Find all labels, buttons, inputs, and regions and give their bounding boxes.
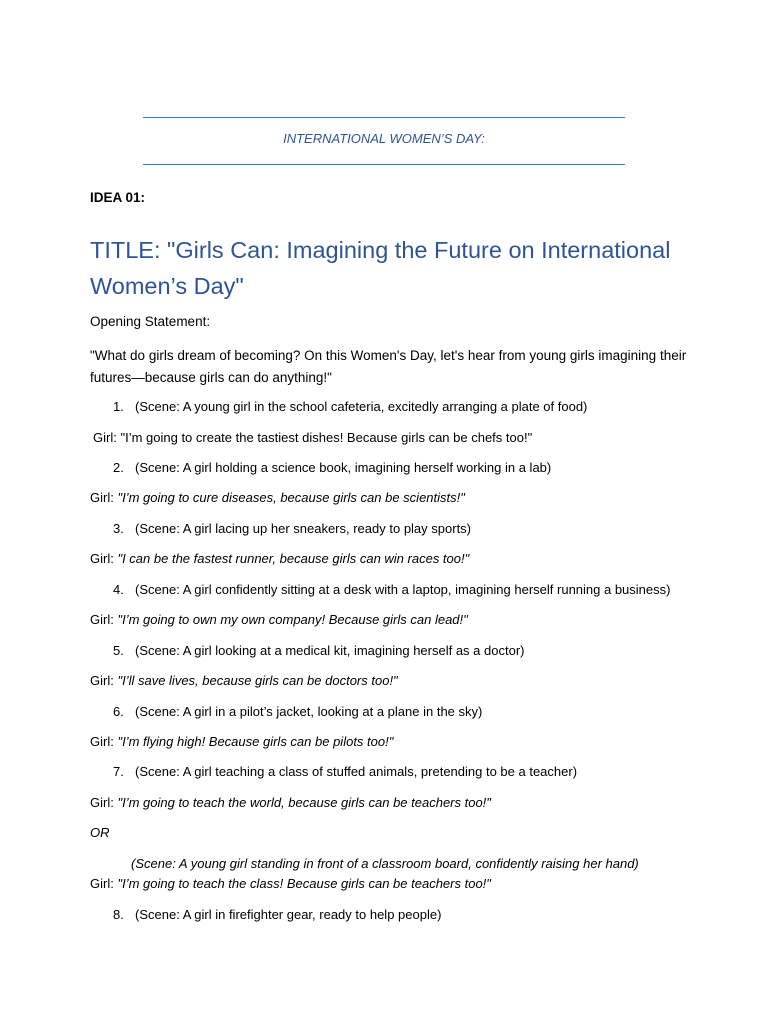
girl-line <box>90 551 469 566</box>
document-title: TITLE: "Girls Can: Imagining the Future on International Women’s Day" <box>90 237 671 299</box>
speaker-label: Girl: <box>90 876 114 891</box>
scene-item <box>113 460 551 475</box>
scene-number: 4. <box>113 582 124 597</box>
speaker-label: Girl: <box>93 430 117 445</box>
girl-quote: "I’m flying high! Because girls can be pilots too!" <box>117 734 394 749</box>
girl-line <box>90 876 491 891</box>
idea-label: IDEA 01: <box>90 190 146 205</box>
girl-line <box>90 673 398 688</box>
girl-line <box>90 734 393 749</box>
scene-text: (Scene: A girl holding a science book, imagining herself working in a lab) <box>135 460 552 475</box>
girl-quote: "I’m going to teach the world, because girls can be teachers too!" <box>117 795 491 810</box>
scene-item <box>113 521 471 536</box>
speaker-label: Girl: <box>90 734 114 749</box>
speaker-label: Girl: <box>90 490 114 505</box>
girl-line <box>90 490 465 505</box>
scene-item <box>113 764 577 779</box>
scene-text: (Scene: A girl in a pilot’s jacket, looking at a plane in the sky) <box>135 704 483 719</box>
scene-number: 3. <box>113 521 124 536</box>
girl-quote: "I’ll save lives, because girls can be doctors too!" <box>117 673 398 688</box>
speaker-label: Girl: <box>90 551 114 566</box>
or-separator: OR <box>90 825 110 840</box>
scene-text: (Scene: A young girl in the school cafeteria, excitedly arranging a plate of food) <box>135 399 588 414</box>
opening-quote: "What do girls dream of becoming? On this Women's Day, let's hear from young girls imagining their futures—because girls can do anything!" <box>90 348 687 385</box>
scene-text: (Scene: A girl in firefighter gear, ready to help people) <box>135 907 442 922</box>
girl-line <box>90 795 491 810</box>
scene-number: 6. <box>113 704 124 719</box>
scene-number: 2. <box>113 460 124 475</box>
scene-number: 1. <box>113 399 124 414</box>
scene-item <box>113 643 524 658</box>
scene-text: (Scene: A girl teaching a class of stuffed animals, pretending to be a teacher) <box>135 764 578 779</box>
header-title: INTERNATIONAL WOMEN’S DAY: <box>283 131 485 146</box>
girl-quote: "I’m going to cure diseases, because girls can be scientists!" <box>117 490 465 505</box>
scene-item <box>113 582 670 597</box>
girl-line <box>90 612 468 627</box>
scene-text: (Scene: A girl confidently sitting at a desk with a laptop, imagining herself running a business) <box>135 582 671 597</box>
scene-item <box>113 399 587 414</box>
opening-label: Opening Statement: <box>90 314 211 329</box>
girl-quote: "I can be the fastest runner, because girls can win races too!" <box>117 551 470 566</box>
header-bottom-rule <box>143 164 625 165</box>
scene-number: 5. <box>113 643 124 658</box>
scene-number: 8. <box>113 907 124 922</box>
speaker-label: Girl: <box>90 612 114 627</box>
alt-scene-text: (Scene: A young girl standing in front of a classroom board, confidently raising her hand) <box>131 856 639 871</box>
scene-number: 7. <box>113 764 124 779</box>
scene-item <box>113 907 441 922</box>
scene-text: (Scene: A girl lacing up her sneakers, ready to play sports) <box>135 521 472 536</box>
speaker-label: Girl: <box>90 673 114 688</box>
girl-quote: "I’m going to create the tastiest dishes! Because girls can be chefs too!" <box>120 430 533 445</box>
scene-text: (Scene: A girl looking at a medical kit, imagining herself as a doctor) <box>135 643 525 658</box>
scene-item <box>113 704 482 719</box>
girl-line <box>93 430 532 445</box>
speaker-label: Girl: <box>90 795 114 810</box>
girl-quote: "I’m going to teach the class! Because girls can be teachers too!" <box>117 876 491 891</box>
header-top-rule <box>143 117 625 118</box>
girl-quote: "I’m going to own my own company! Because girls can lead!" <box>117 612 468 627</box>
